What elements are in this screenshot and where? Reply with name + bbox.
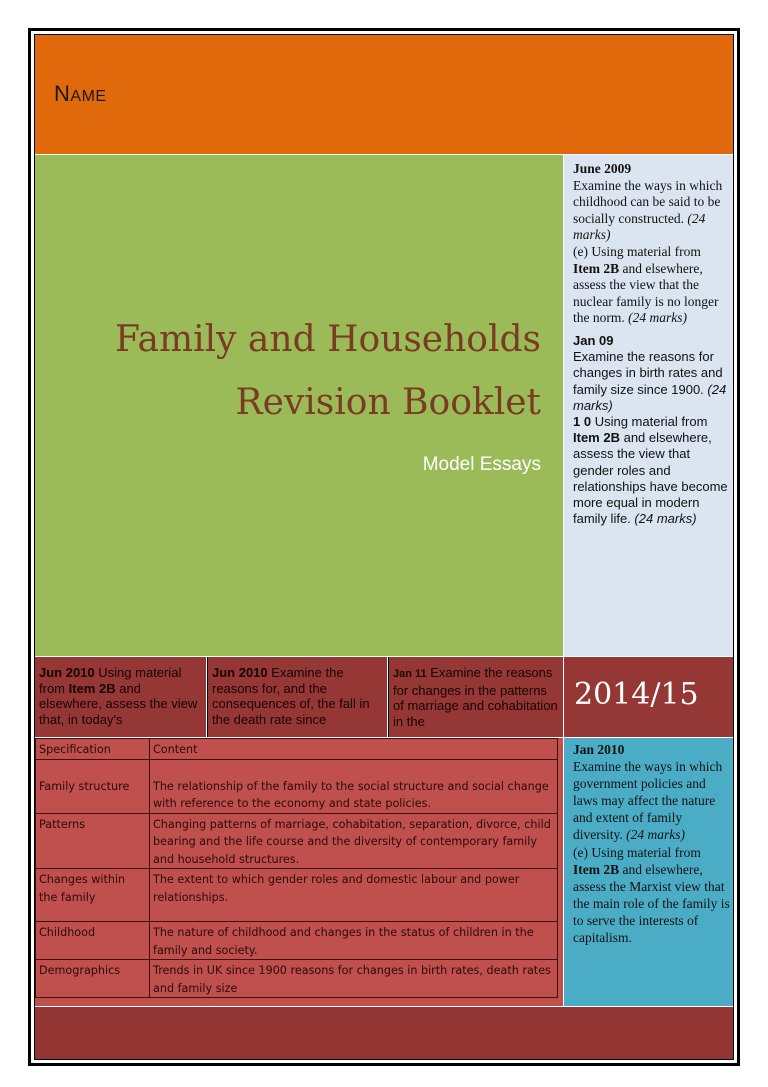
question-strip-jun-2010-b: Jun 2010 Examine the reasons for, and the consequences of, the fall in the death rate since	[207, 657, 387, 737]
title-panel	[35, 155, 563, 656]
name-label: NAME	[54, 81, 107, 106]
spec-cell: Changes within the family	[36, 869, 150, 922]
academic-year: 2014/15	[574, 677, 699, 712]
content-cell: Changing patterns of marriage, cohabitation, separation, divorce, child bearing and the life course and the diversity of contemporary family and household structures.	[150, 813, 558, 869]
spec-cell: Demographics	[36, 960, 150, 998]
content-cell: Trends in UK since 1900 reasons for changes in birth rates, death rates and family size	[150, 960, 558, 998]
question-june-2009: June 2009 Examine the ways in which childhood can be said to be socially constructed. (24 marks) (e) Using material from Item 2B and elsewhere, assess the view that the nuclear family is no longer the norm. (24 marks)	[573, 161, 723, 326]
table-row	[36, 960, 558, 998]
exam-questions-panel-bottom	[564, 738, 733, 1006]
year-box	[564, 657, 733, 737]
header-specification: Specification	[36, 739, 150, 760]
content-cell: The relationship of the family to the social structure and social change with reference to the economy and state policies.	[150, 759, 558, 813]
content-cell: The extent to which gender roles and domestic labour and power relationships.	[150, 869, 558, 922]
table-header-row	[36, 739, 558, 760]
question-strip-jan-11: Jan 11 Examine the reasons for changes in the patterns of marriage and cohabitation in the	[388, 657, 563, 737]
content-cell: The nature of childhood and changes in the status of children in the family and society.	[150, 922, 558, 960]
table-row	[36, 869, 558, 922]
exam-questions-panel-top	[564, 155, 733, 656]
table-row	[36, 813, 558, 869]
question-strip-jun-2010-a: Jun 2010 Using material from Item 2B and elsewhere, assess the view that, in today's	[35, 657, 206, 737]
table-row	[36, 759, 558, 813]
spec-cell: Childhood	[36, 922, 150, 960]
booklet-title-line2: Revision Booklet	[235, 382, 541, 423]
spec-cell: Family structure	[36, 759, 150, 813]
question-jan-2010: Jan 2010 Examine the ways in which government policies and laws may affect the nature and extent of family diversity. (24 marks) (e) Using material from Item 2B and elsewhere, assess the Marxist view that the main role of the family is to serve the interests of capitalism.	[573, 742, 730, 946]
booklet-title-line1: Family and Households	[114, 319, 541, 360]
footer-bar	[35, 1007, 733, 1059]
specification-area	[35, 738, 563, 1006]
question-jan-09: Jan 09 Examine the reasons for changes in birth rates and family size since 1900. (24 marks) 1 0 Using material from Item 2B and elsewhere, assess the view that gender roles and relationships have become more equal in modern family life. (24 marks)	[573, 332, 728, 527]
header-content: Content	[150, 739, 558, 760]
name-header-bar	[35, 35, 733, 154]
table-row	[36, 922, 558, 960]
spec-cell: Patterns	[36, 813, 150, 869]
booklet-subtitle: Model Essays	[422, 454, 541, 475]
specification-table	[35, 738, 558, 998]
